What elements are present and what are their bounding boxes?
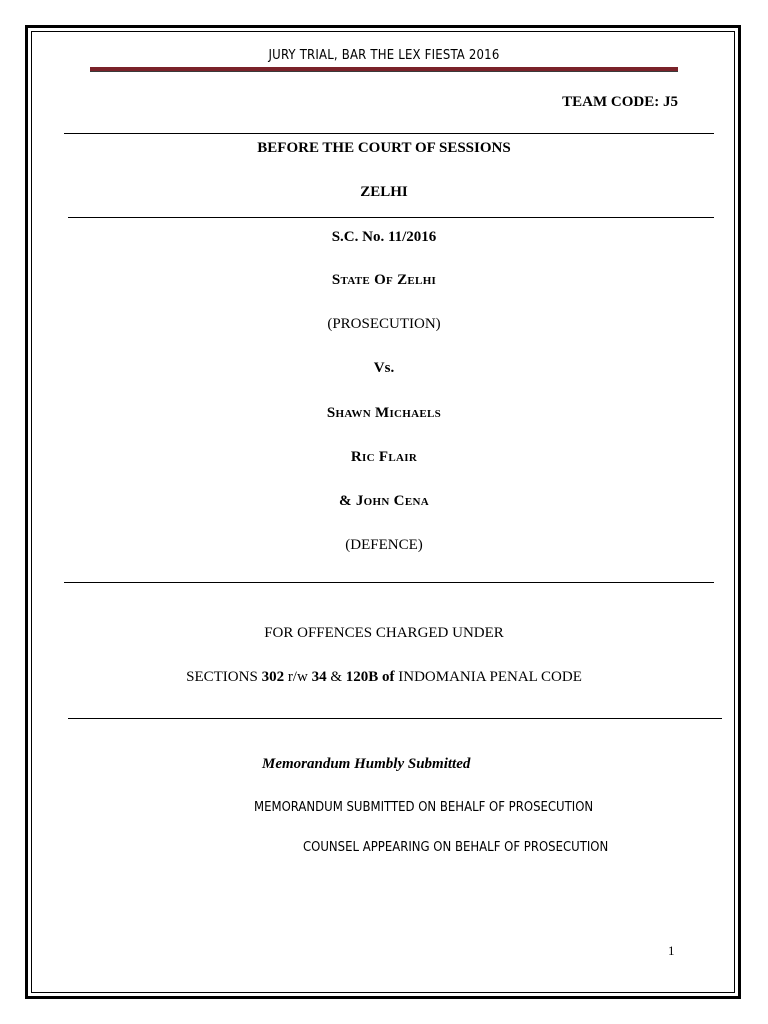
divider-offences (68, 718, 722, 719)
of-word: of (378, 669, 399, 685)
plaintiff-name: State Of Zelhi (331, 272, 437, 288)
section-34: 34 (311, 669, 327, 685)
page-number: 1 (668, 943, 675, 958)
divider-court (68, 217, 714, 218)
case-number: S.C. No. 11/2016 (331, 229, 437, 245)
offences-sections (0, 669, 768, 686)
running-header: JURY TRIAL, BAR THE LEX FIESTA 2016 (268, 48, 500, 63)
memorandum-submitted: MEMORANDUM SUBMITTED ON BEHALF OF PROSECUTION (254, 800, 594, 815)
defendant-name: Shawn Michaels (326, 405, 442, 421)
header-rule (90, 67, 678, 72)
section-302: 302 (261, 669, 285, 685)
court-name: BEFORE THE COURT OF SESSIONS (257, 140, 511, 156)
section-120b: 120B (345, 669, 379, 685)
defendant-name: & John Cena (339, 493, 429, 509)
divider-parties (64, 582, 714, 583)
versus: Vs. (373, 360, 395, 376)
defendant-name: Ric Flair (350, 449, 418, 465)
read-with: r/w (284, 669, 312, 685)
penal-code: INDOMANIA PENAL CODE (398, 669, 582, 685)
plaintiff-role: (PROSECUTION) (327, 316, 441, 332)
team-code: TEAM CODE: J5 (562, 94, 678, 110)
memorandum-title: Memorandum Humbly Submitted (262, 756, 471, 772)
defendant-role: (DEFENCE) (345, 537, 423, 553)
court-location: ZELHI (360, 184, 408, 200)
divider-top (64, 133, 714, 134)
offences-heading: FOR OFFENCES CHARGED UNDER (264, 625, 504, 641)
counsel-appearing: COUNSEL APPEARING ON BEHALF OF PROSECUTION (303, 840, 609, 855)
sections-prefix: SECTIONS (186, 669, 262, 685)
ampersand: & (326, 669, 346, 685)
